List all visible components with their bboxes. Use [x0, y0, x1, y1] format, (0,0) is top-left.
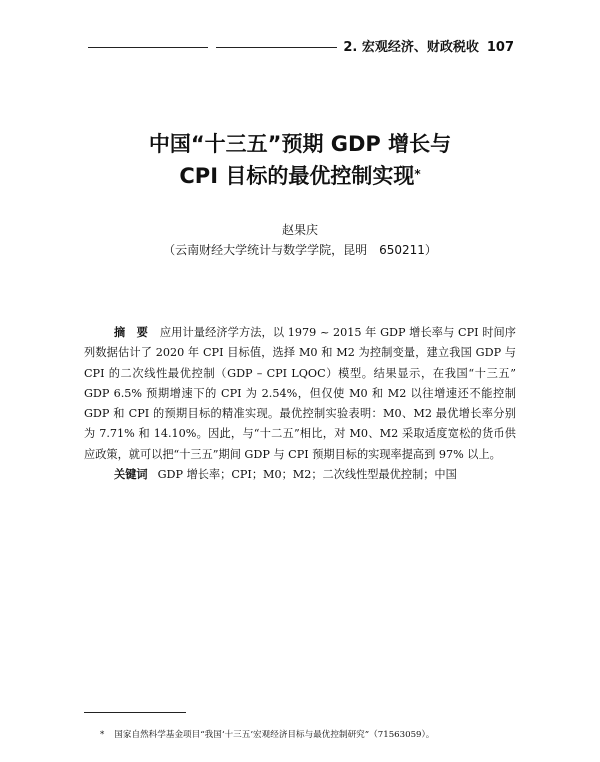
paper-title: [60, 128, 540, 192]
title-footnote-mark: *: [414, 167, 421, 181]
abstract-block: [84, 323, 516, 485]
title-line-2-text: CPI 目标的最优控制实现: [179, 164, 415, 188]
footnote-rule: [84, 712, 186, 713]
footnote: [100, 728, 540, 740]
page-number: 107: [486, 40, 514, 55]
title-line-1: 中国“十三五”预期 GDP 增长与: [148, 132, 452, 156]
keywords-text: GDP 增长率；CPI；M0；M2；二次线性型最优控制；中国: [157, 468, 457, 482]
header-text: [337, 36, 514, 55]
abstract-paragraph: [84, 323, 516, 465]
abstract-text: 应用计量经济学方法，以 1979 ~ 2015 年 GDP 增长率与 CPI 时间序列数据估计了 2020 年 CPI 目标值，选择 M0 和 M2 为控制变量，建立我国 GDP 与 CPI 的二次线性最优控制（GDP – CPI LQOC）模型。结果显示，在我国“十三五” GDP 6.5% 预期增速下的 CPI 为 2.54%，但仅使 M0 和 M2 以往增速还不能控制 GDP 和 CPI 的预期目标的精准实现。最优控制实验表明：M0、M2 最优增长率分别为 7.71% 和 14.10%。因此，与“十二五”相比，对 M0、M2 采取适度宽松的货币供应政策，就可以把“十三五”期间 GDP 与 CPI 预期目标的实现率提高到 97% 以上。: [84, 326, 516, 461]
header-rule: [88, 47, 208, 48]
title-line-2: [60, 160, 540, 192]
author-name: 赵果庆: [281, 223, 318, 237]
footnote-text: 国家自然科学基金项目“我国‘十三五’宏观经济目标与最优控制研究”（71563059）。: [114, 730, 435, 740]
abstract-label: 摘 要: [114, 326, 148, 339]
author-affiliation: （云南财经大学统计与数学学院，昆明 650211）: [163, 243, 437, 257]
header-section: 2. 宏观经济、财政税收: [343, 40, 479, 55]
running-header: [88, 36, 514, 54]
keywords-paragraph: [84, 465, 516, 485]
footnote-mark: *: [100, 730, 105, 740]
keywords-label: 关键词: [114, 468, 148, 482]
